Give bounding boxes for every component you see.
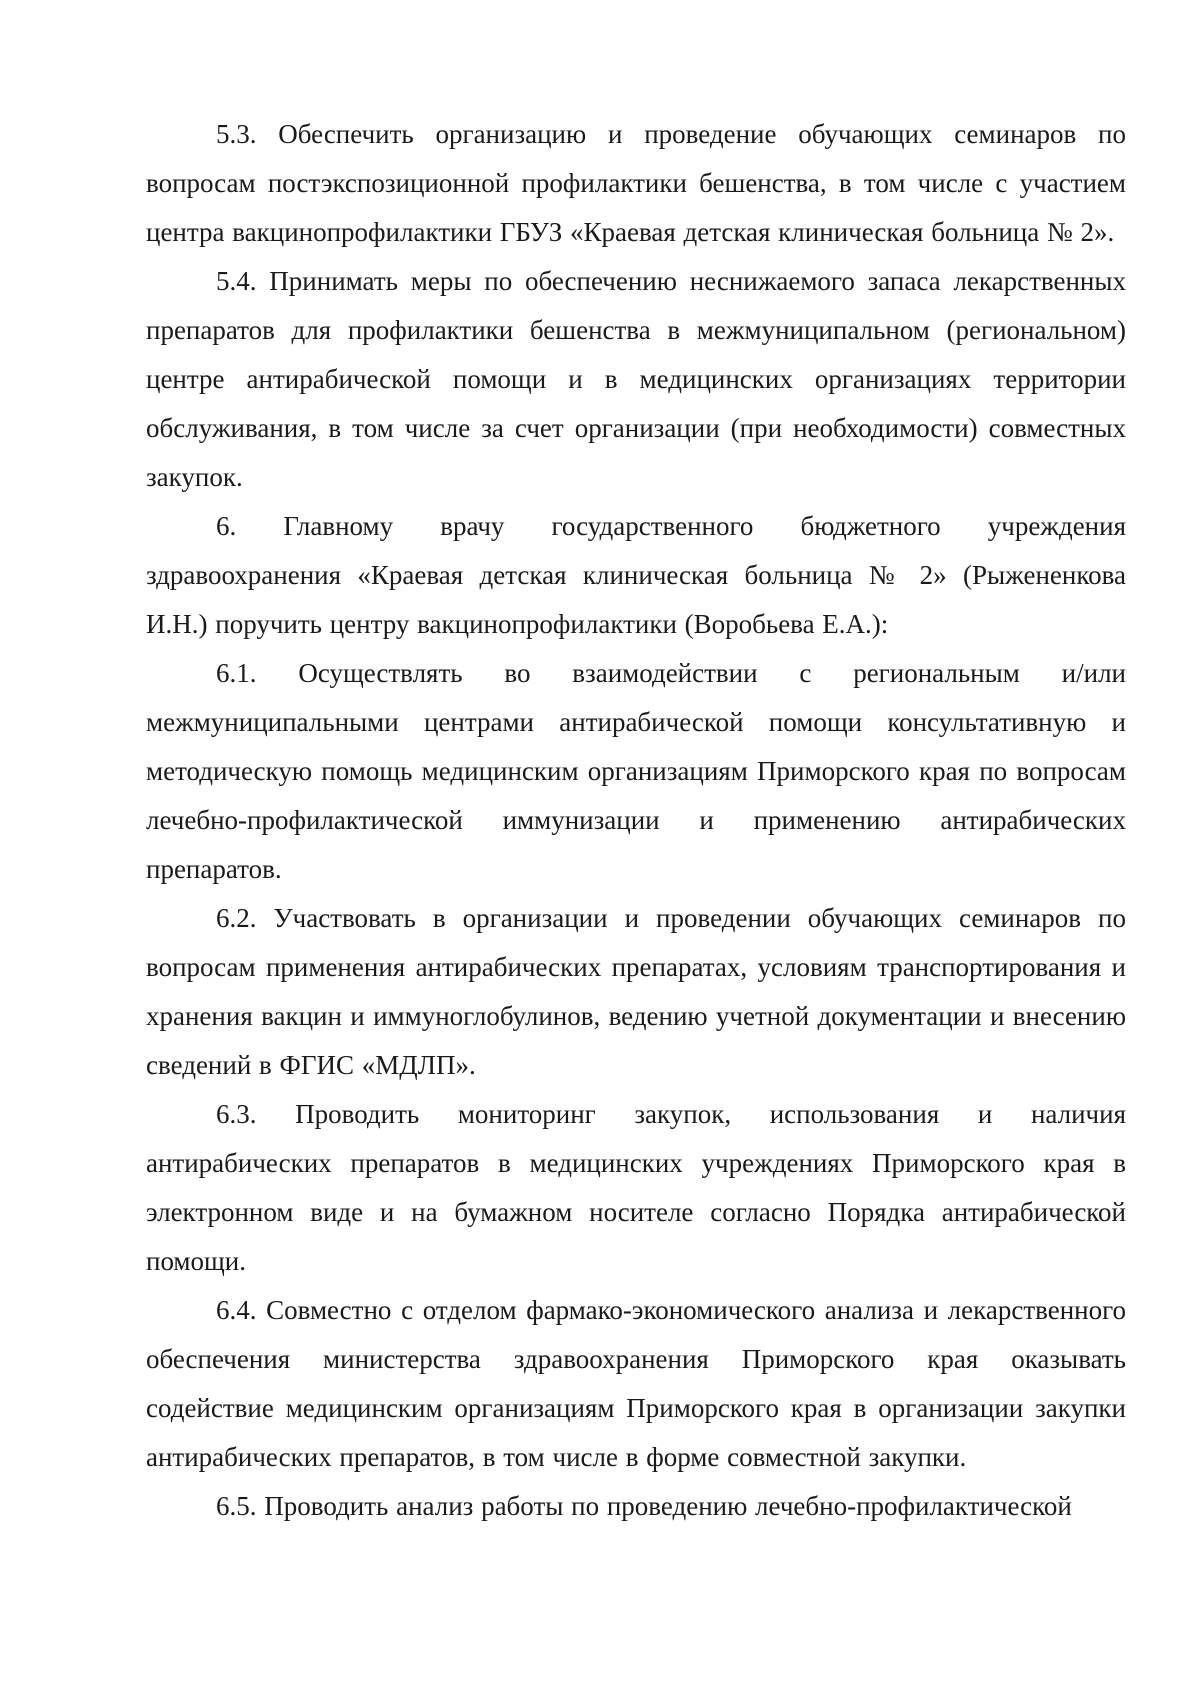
- paragraph-6: 6. Главному врачу государственного бюджетного учреждения здравоохранения «Краевая детская клиническая больница № 2» (Рыжененкова И.Н.) поручить центру вакцинопрофилактики (Воробьева Е.А.):: [146, 511, 1126, 639]
- document-body: [146, 110, 1126, 1531]
- paragraph-5-3: 5.3. Обеспечить организацию и проведение обучающих семинаров по вопросам постэкспозиционной профилактики бешенства, в том числе с участием центра вакцинопрофилактики ГБУЗ «Краевая детская клиническая больница № 2».: [146, 119, 1126, 247]
- paragraph-5-4: 5.4. Принимать меры по обеспечению неснижаемого запаса лекарственных препаратов для профилактики бешенства в межмуниципальном (региональном) центре антирабической помощи и в медицинских организациях территории обслуживания, в том числе за счет организации (при необходимости) совместных закупок.: [146, 266, 1126, 492]
- paragraph-6-5: 6.5. Проводить анализ работы по проведению лечебно-профилактической: [216, 1491, 1072, 1521]
- paragraph-6-4: 6.4. Совместно с отделом фармако-экономического анализа и лекарственного обеспечения министерства здравоохранения Приморского края оказывать содействие медицинским организациям Приморского края в организации закупки антирабических препаратов, в том числе в форме совместной закупки.: [146, 1295, 1126, 1472]
- paragraph-6-2: 6.2. Участвовать в организации и проведении обучающих семинаров по вопросам применения антирабических препаратах, условиям транспортирования и хранения вакцин и иммуноглобулинов, ведению учетной документации и внесению сведений в ФГИС «МДЛП».: [146, 903, 1126, 1080]
- paragraph-6-3: 6.3. Проводить мониторинг закупок, использования и наличия антирабических препаратов в медицинских учреждениях Приморского края в электронном виде и на бумажном носителе согласно Порядка антирабической помощи.: [146, 1099, 1126, 1276]
- paragraph-6-1: 6.1. Осуществлять во взаимодействии с региональным и/или межмуниципальными центрами антирабической помощи консультативную и методическую помощь медицинским организациям Приморского края по вопросам лечебно-профилактической иммунизации и применению антирабических препаратов.: [146, 658, 1126, 884]
